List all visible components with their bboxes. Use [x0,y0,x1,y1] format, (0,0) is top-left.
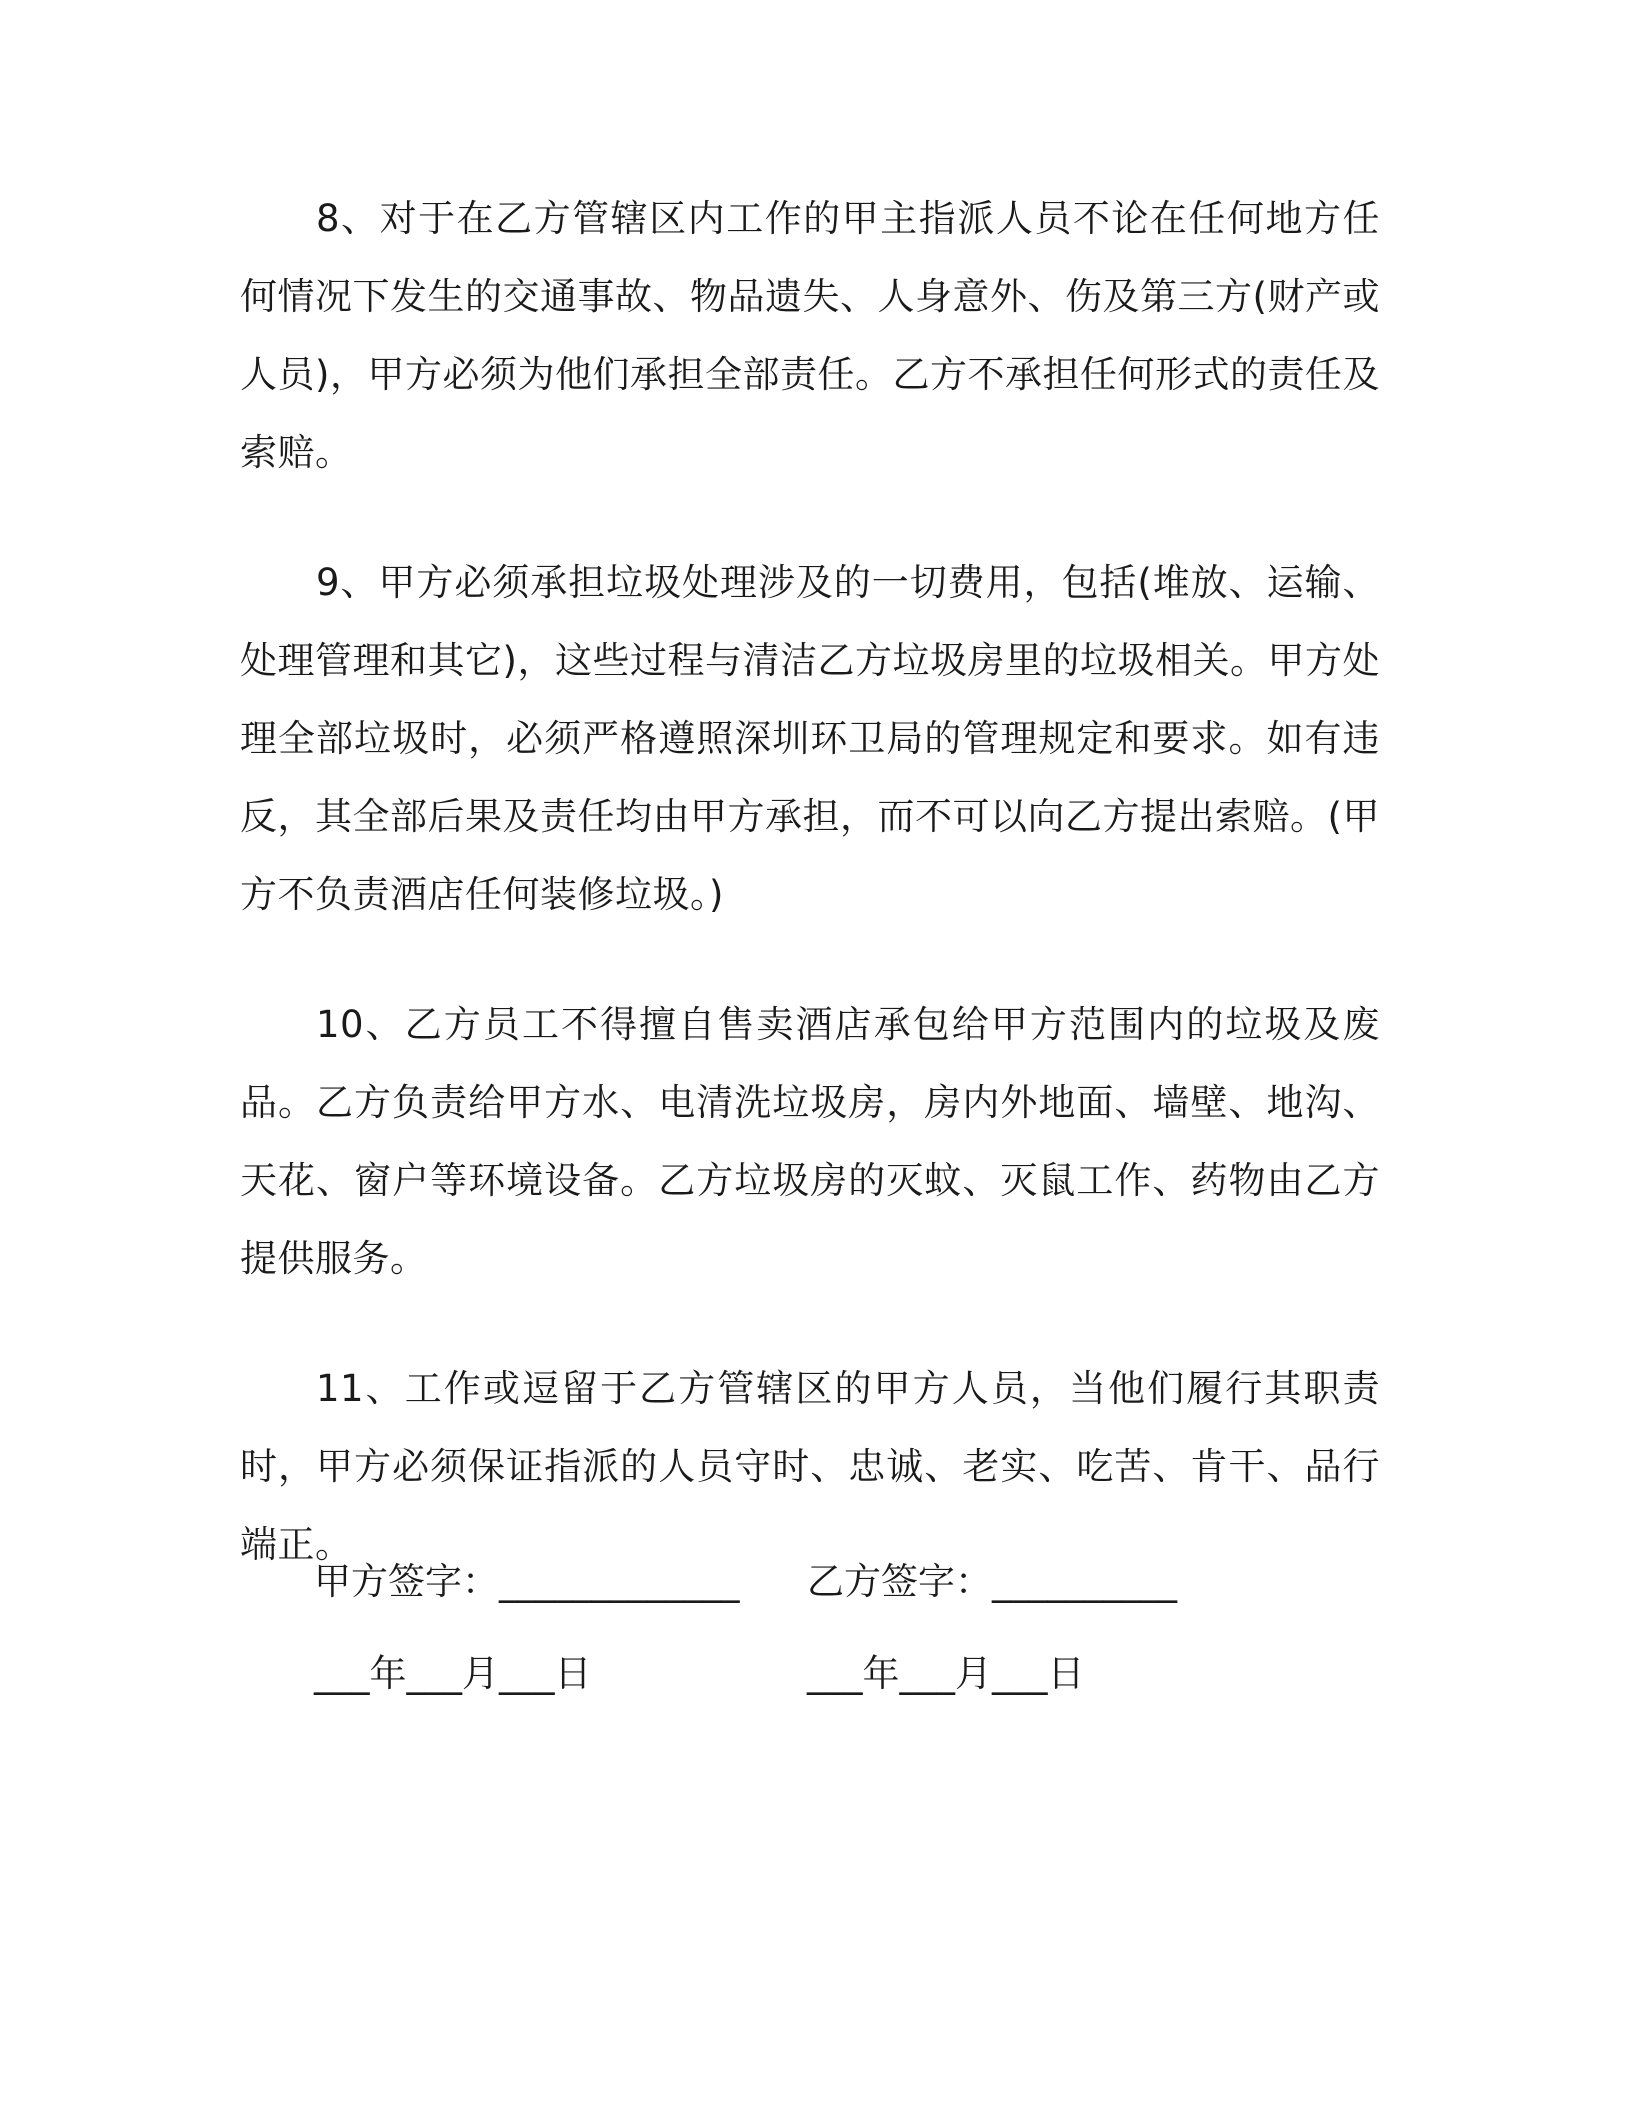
signature-block [314,1552,1314,1704]
clause-11: 11、工作或逗留于乙方管辖区的甲方人员，当他们履行其职责时，甲方必须保证指派的人员守时、忠诚、老实、吃苦、肯干、品行端正。 [240,1367,1380,1566]
clause-8: 8、对于在乙方管辖区内工作的甲主指派人员不论在任何地方任何情况下发生的交通事故、物品遗失、人身意外、伤及第三方(财产或人员)，甲方必须为他们承担全部责任。乙方不承担任何形式的责任及索赔。 [240,197,1380,474]
party-a-date-line: ___年___月___日 [314,1652,592,1695]
clause-9: 9、甲方必须承担垃圾处理涉及的一切费用，包括(堆放、运输、处理管理和其它)，这些过程与清洁乙方垃圾房里的垃圾相关。甲方处理全部垃圾时，必须严格遵照深圳环卫局的管理规定和要求。如有违反，其全部后果及责任均由甲方承担，而不可以向乙方提出索赔。(甲方不负责酒店任何装修垃圾。) [240,561,1380,916]
contract-clauses [240,180,1380,1636]
party-a-signature-line: 甲方签字：_____________ [314,1560,740,1603]
party-b-signature-line: 乙方签字：__________ [807,1560,1177,1603]
clause-10: 10、乙方员工不得擅自售卖酒店承包给甲方范围内的垃圾及废品。乙方负责给甲方水、电清洗垃圾房，房内外地面、墙壁、地沟、天花、窗户等环境设备。乙方垃圾房的灭蚊、灭鼠工作、药物由乙方提供服务。 [240,1003,1380,1280]
party-b-date-line: ___年___月___日 [807,1652,1085,1695]
signature-row [314,1552,1314,1612]
date-row [314,1644,1314,1704]
